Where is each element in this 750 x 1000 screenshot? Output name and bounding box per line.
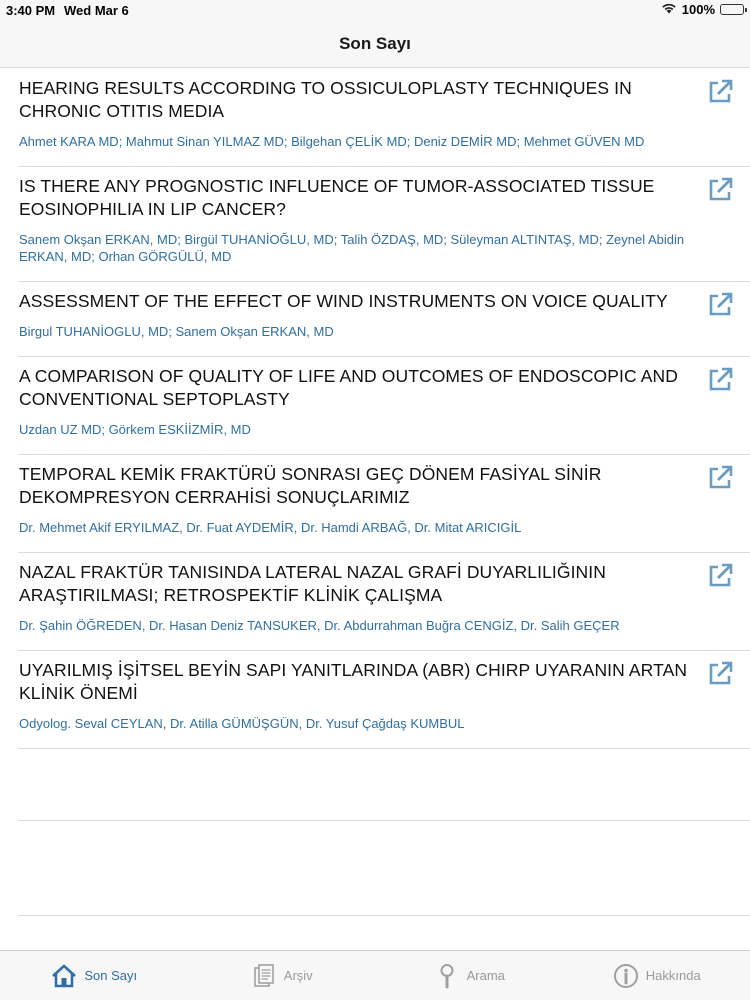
external-link-icon[interactable] xyxy=(706,366,734,394)
article-title: HEARING RESULTS ACCORDING TO OSSICULOPLASTY TECHNIQUES IN CHRONIC OTITIS MEDIA xyxy=(19,78,632,121)
external-link-icon[interactable] xyxy=(706,78,734,106)
navigation-bar xyxy=(0,22,750,68)
empty-row-divider xyxy=(18,820,750,821)
tab-label: Arşiv xyxy=(283,968,313,983)
article-authors: Dr. Şahin ÖĞREDEN, Dr. Hasan Deniz TANSUKER, Dr. Abdurrahman Buğra CENGİZ, Dr. Salih GEÇER xyxy=(19,618,620,633)
tab-hakkinda[interactable] xyxy=(563,951,750,1000)
status-time: 3:40 PM xyxy=(6,3,56,18)
article-list xyxy=(0,69,750,749)
status-date: Wed Mar 6 xyxy=(64,3,129,18)
external-link-icon[interactable] xyxy=(706,660,734,688)
list-item[interactable] xyxy=(18,357,750,455)
article-authors: Sanem Okşan ERKAN, MD; Birgül TUHANİOĞLU, MD; Talih ÖZDAŞ, MD; Süleyman ALTINTAŞ, MD; Zeynel Abidin ERKAN, MD; Orhan GÖRGÜLÜ, MD xyxy=(19,232,685,264)
external-link-icon[interactable] xyxy=(706,176,734,204)
list-item[interactable] xyxy=(18,553,750,651)
external-link-icon[interactable] xyxy=(706,291,734,319)
article-title: UYARILMIŞ İŞİTSEL BEYİN SAPI YANITLARINDA (ABR) CHIRP UYARANIN ARTAN KLİNİK ÖNEMİ xyxy=(19,660,688,703)
tab-bar xyxy=(0,950,750,1000)
list-item[interactable] xyxy=(18,282,750,357)
article-title: ASSESSMENT OF THE EFFECT OF WIND INSTRUMENTS ON VOICE QUALITY xyxy=(19,291,668,311)
list-item[interactable] xyxy=(18,651,750,749)
external-link-icon[interactable] xyxy=(706,562,734,590)
status-indicators xyxy=(661,2,744,17)
archive-icon xyxy=(250,962,278,990)
tab-label: Arama xyxy=(466,968,505,983)
list-item[interactable] xyxy=(18,69,750,167)
article-authors: Birgul TUHANİOGLU, MD; Sanem Okşan ERKAN, MD xyxy=(19,324,334,339)
external-link-icon[interactable] xyxy=(706,464,734,492)
home-icon xyxy=(50,962,78,990)
tab-label: Son Sayı xyxy=(84,968,138,983)
search-icon xyxy=(433,962,461,990)
tab-label: Hakkında xyxy=(645,968,701,983)
article-authors: Dr. Mehmet Akif ERYILMAZ, Dr. Fuat AYDEMİR, Dr. Hamdi ARBAĞ, Dr. Mitat ARICIGİL xyxy=(19,520,522,535)
list-item[interactable] xyxy=(18,167,750,282)
article-title: A COMPARISON OF QUALITY OF LIFE AND OUTCOMES OF ENDOSCOPIC AND CONVENTIONAL SEPTOPLASTY xyxy=(19,366,678,409)
page-title: Son Sayı xyxy=(339,34,411,53)
info-icon xyxy=(612,962,640,990)
wifi-icon xyxy=(661,2,677,17)
tab-arsiv[interactable] xyxy=(188,951,376,1000)
article-authors: Ahmet KARA MD; Mahmut Sinan YILMAZ MD; Bilgehan ÇELİK MD; Deniz DEMİR MD; Mehmet GÜVEN MD xyxy=(19,134,645,149)
article-authors: Odyolog. Seval CEYLAN, Dr. Atilla GÜMÜŞGÜN, Dr. Yusuf Çağdaş KUMBUL xyxy=(19,716,465,731)
battery-percent: 100% xyxy=(681,2,715,17)
status-bar xyxy=(0,0,750,22)
empty-row-divider xyxy=(18,915,750,916)
battery-icon xyxy=(720,4,744,15)
tab-son-sayi[interactable] xyxy=(0,951,188,1000)
article-authors: Uzdan UZ MD; Görkem ESKİİZMİR, MD xyxy=(19,422,251,437)
article-title: IS THERE ANY PROGNOSTIC INFLUENCE OF TUMOR-ASSOCIATED TISSUE EOSINOPHILIA IN LIP CANCER? xyxy=(19,176,655,219)
list-item[interactable] xyxy=(18,455,750,553)
article-title: TEMPORAL KEMİK FRAKTÜRÜ SONRASI GEÇ DÖNEM FASİYAL SİNİR DEKOMPRESYON CERRAHİSİ SONUÇLARIMIZ xyxy=(19,464,602,507)
tab-arama[interactable] xyxy=(375,951,563,1000)
article-title: NAZAL FRAKTÜR TANISINDA LATERAL NAZAL GRAFİ DUYARLILIĞININ ARAŞTIRILMASI; RETROSPEKTİF KLİNİK ÇALIŞMA xyxy=(19,562,606,605)
